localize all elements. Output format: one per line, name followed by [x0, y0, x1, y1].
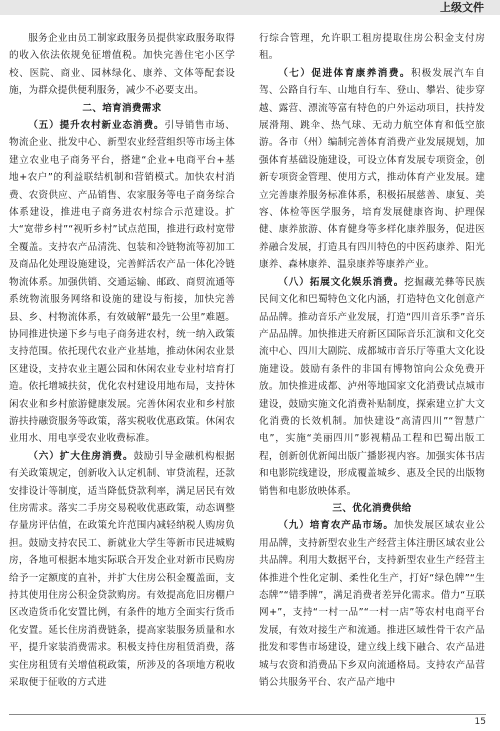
- footer-rule: [9, 714, 486, 715]
- paragraph-housing-consumption: [9, 448, 235, 692]
- paragraph-sports-wellness: [259, 65, 485, 274]
- section-heading-optimize-supply: 三、优化消费供给: [332, 502, 412, 514]
- paragraph-lead-7: （七）促进体育康养消费。: [278, 67, 411, 79]
- paragraph-body-5: 引导销售市场、物流企业、批发中心、新型农业经营组织等市场主体建立农业电子商务平台，搭建“企业+电商平台+基地+农户”的利益联结机制和营销模式。加快农村消费、农资供应、产品销售、农家服务等电子商务综合体系建设，推进电子商务进农村综合示范建设。扩大“宽带乡村”“视听乡村”试点范围，推进行政村宽带全覆盖。支持农产品清洗、包装和冷链物流等初加工及商品化处理设施建设，完善鲜活农产品一体化冷链物流体系。加强供销、交通运输、邮政、商贸流通等系统物流服务网络和设施的建设与衔接，加快完善县、乡、村物流体系，有效破解“最先一公里”难题。协同推进快递下乡与电子商务进农村，统一纳入政策支持范围。依托现代农业产业基地，推动休闲农业景区建设，支持农业主题公园和休闲农业专业村培育打造。依托增城扶贫，优化农村建设用地布局，支持休闲农业和乡村旅游健康发展。完善休闲农业和乡村旅游扶持融资服务等政策，落实税收优惠政策。休闲农业用水、用电享受农业收费标准。: [9, 120, 235, 445]
- running-header-title: 上级文件: [440, 1, 484, 14]
- paragraph-lead-9: （九）培育农产品市场。: [278, 520, 394, 532]
- paragraph-body-8: 挖掘藏羌彝等民族民间文化和巴蜀特色文化内涵，打造特色文化创意产品品牌。推动音乐产业发展，打造“四川音乐季”音乐产品品牌。加快推进天府新区国际音乐汇演和文化交流中心、四川大剧院、成都城市音乐厅等重大文化设施建设。鼓励有条件的非国有博物馆向公众免费开放。加快推进成都、泸州等地国家文化消费试点城市建设，鼓励实施文化消费补贴制度，探索建立扩大文化消费的长效机制。加快建设“高清四川”“智慧广电”，实施“美丽四川”影视精品工程和巴蜀出版工程，创新创优新闻出版广播影视内容。加强实体书店和电影院线建设，形成覆盖城乡、惠及全民的出版物销售和电影放映体系。: [259, 276, 485, 497]
- page-number: 15: [474, 717, 486, 727]
- paragraph-housekeeping-services: 服务企业由员工制家政服务员提供家政服务取得的收入依法依规免征增值税。加快完善住宅小区学校、医院、商业、园林绿化、康养、文体等配套设施，为群众提供便利服务，减少不必要支出。: [9, 33, 235, 97]
- paragraph-body-7: 积极发展汽车自驾、公路自行车、山地自行车、登山、攀岩、徒步穿越、露营、漂流等富有特色的户外运动项目，扶持发展滑翔、跳伞、热气球、无动力航空体育和低空旅游。各市（州）编制完善体育消费产业发展规划，加强体育基础设施建设，可设立体育发展专项资金，创新专项资金管理、使用方式，推动体育产业发展。建立完善康养服务标准体系，积极拓展慈善、康复、美容、体检等医学服务，培育发展健康咨询、护理保健、康养旅游、体育健身等多样化康养服务，促进医养融合发展，打造具有四川特色的中医药康养、阳光康养、森林康养、温泉康养等康养产业。: [259, 67, 485, 271]
- paragraph-lead-6: （六）扩大住房消费。: [28, 450, 134, 462]
- paragraph-body-9: 加快发展区域农业公用品牌，支持新型农业生产经营主体注册区域农业公共品牌。利用大数据平台，支持新型农业生产经营主体推进个性化定制、柔性化生产，打好“绿色牌”“生态牌”“错季牌”，满足消费者差异化需求。借力“互联网+”，支持“一村一品”“一村一店”等农村电商平台发展，有效对接生产和流通。推进区域性骨干农产品批发和零售市场建设，建立线上线下融合、农产品进城与农资和消费品下乡双向流通格局。支持农产品营销公共服务平台、农产品产地中: [259, 520, 485, 689]
- left-column: [9, 30, 235, 710]
- section-heading-consumer-demand: 二、培育消费需求: [82, 102, 162, 114]
- paragraph-housing-continued: 行综合管理，允许职工租房提取住房公积金支付房租。: [259, 33, 485, 62]
- paragraph-culture-entertainment: [259, 274, 485, 500]
- paragraph-body-6: 鼓励引导金融机构根据有关政策规定，创新收入认定机制、审贷流程，还款安排设计等制度，适当降低贷款利率，满足居民有效住房需求。落实二手房交易税收优惠政策，动态调整存量房评估值，在政策允许范围内减轻纳税人购房负担。鼓励支持农民工、新就业大学生等新市民进城购房，各地可根据本地实际联合开发企业对新市民购房给予一定额度的直补，并扩大住房公积金覆盖面，支持其使用住房公积金贷款购房。有效提高危旧房棚户区改造货币化安置比例，有条件的地方全面实行货币化安置。延长住房消费链条，提高家装服务质量和水平，提升家装消费需求。积极支持住房租赁消费，落实住房租赁有关增值税政策，所涉及的各项地方税收采取便于征收的方式进: [9, 450, 235, 689]
- right-column: [259, 30, 485, 710]
- paragraph-rural-consumption: [9, 117, 235, 448]
- paragraph-lead-8: （八）拓展文化娱乐消费。: [278, 276, 405, 288]
- header-band: [0, 0, 500, 15]
- paragraph-agri-products-market: [259, 517, 485, 691]
- paragraph-lead-5: （五）提升农村新业态消费。: [28, 120, 165, 132]
